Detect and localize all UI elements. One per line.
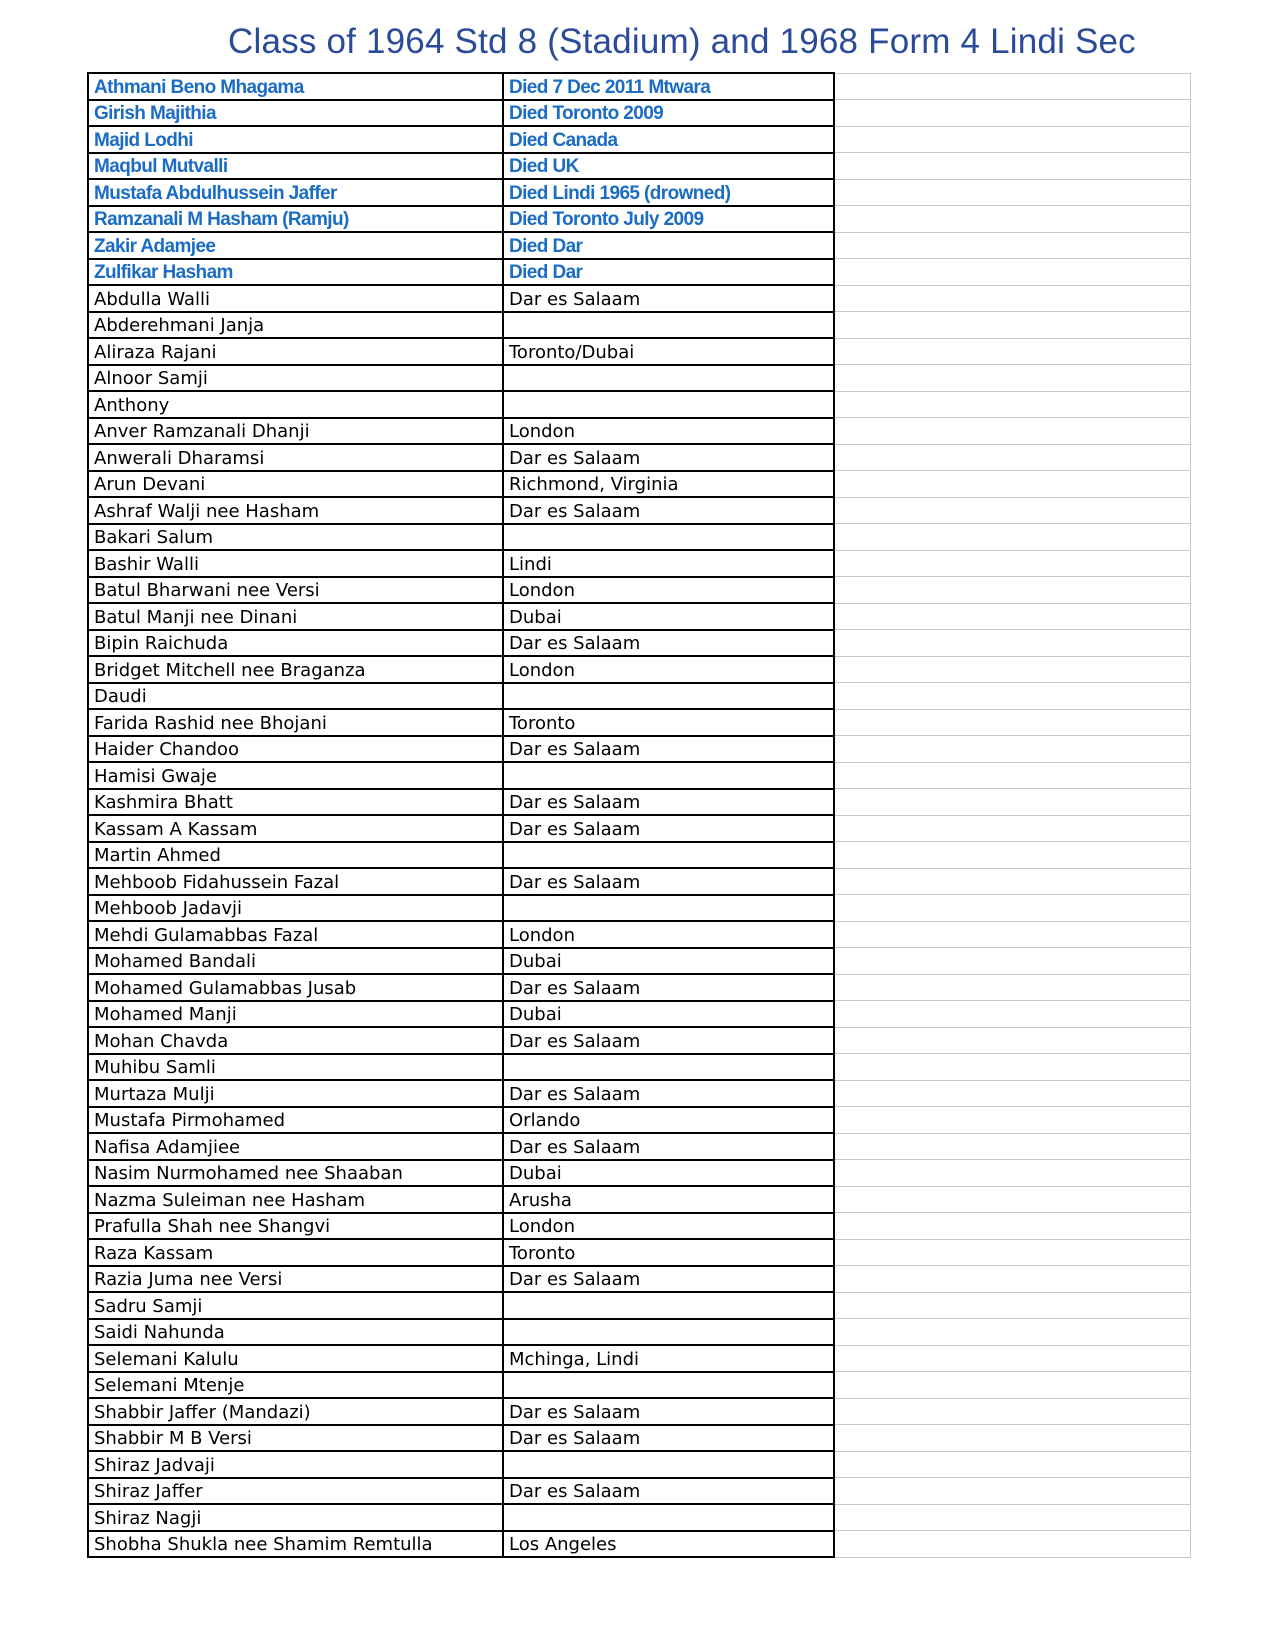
location-cell: London — [503, 921, 834, 948]
empty-cell — [834, 1186, 1191, 1213]
location-cell: Dubai — [503, 603, 834, 630]
empty-cell — [834, 630, 1191, 657]
name-cell: Abdulla Walli — [88, 285, 503, 312]
empty-cell — [834, 497, 1191, 524]
empty-cell — [834, 391, 1191, 418]
empty-cell — [834, 73, 1191, 100]
table-row — [88, 1319, 1191, 1346]
name-cell: Anver Ramzanali Dhanji — [88, 418, 503, 445]
location-cell: Died Lindi 1965 (drowned) — [503, 179, 834, 206]
empty-cell — [834, 656, 1191, 683]
table-row — [88, 1133, 1191, 1160]
empty-cell — [834, 921, 1191, 948]
table-row — [88, 338, 1191, 365]
table-row — [88, 418, 1191, 445]
name-cell: Mohan Chavda — [88, 1027, 503, 1054]
location-cell — [503, 365, 834, 392]
location-cell: Dar es Salaam — [503, 1133, 834, 1160]
name-cell: Selemani Mtenje — [88, 1372, 503, 1399]
table-row — [88, 1345, 1191, 1372]
location-cell: Died Dar — [503, 232, 834, 259]
name-cell: Martin Ahmed — [88, 842, 503, 869]
location-cell: Mchinga, Lindi — [503, 1345, 834, 1372]
location-cell: Died Dar — [503, 259, 834, 286]
table-row — [88, 683, 1191, 710]
empty-cell — [834, 683, 1191, 710]
location-cell: Dar es Salaam — [503, 1478, 834, 1505]
table-row-deceased — [88, 73, 1191, 100]
name-cell: Murtaza Mulji — [88, 1080, 503, 1107]
name-cell: Prafulla Shah nee Shangvi — [88, 1213, 503, 1240]
location-cell: Died 7 Dec 2011 Mtwara — [503, 73, 834, 100]
name-cell: Batul Manji nee Dinani — [88, 603, 503, 630]
name-cell: Mehdi Gulamabbas Fazal — [88, 921, 503, 948]
table-row — [88, 312, 1191, 339]
empty-cell — [834, 179, 1191, 206]
empty-cell — [834, 842, 1191, 869]
name-cell: Shabbir M B Versi — [88, 1425, 503, 1452]
empty-cell — [834, 1504, 1191, 1531]
name-cell: Zakir Adamjee — [88, 232, 503, 259]
empty-cell — [834, 868, 1191, 895]
location-cell — [503, 1451, 834, 1478]
location-cell: Dar es Salaam — [503, 736, 834, 763]
table-row — [88, 1425, 1191, 1452]
table-row — [88, 1107, 1191, 1134]
name-cell: Shiraz Jaffer — [88, 1478, 503, 1505]
name-cell: Bipin Raichuda — [88, 630, 503, 657]
empty-cell — [834, 1266, 1191, 1293]
table-row — [88, 603, 1191, 630]
location-cell: Dar es Salaam — [503, 789, 834, 816]
location-cell — [503, 1319, 834, 1346]
empty-cell — [834, 1027, 1191, 1054]
location-cell: London — [503, 577, 834, 604]
table-row — [88, 868, 1191, 895]
name-cell: Mohamed Manji — [88, 1001, 503, 1028]
location-cell — [503, 683, 834, 710]
empty-cell — [834, 948, 1191, 975]
table-row — [88, 1054, 1191, 1081]
name-cell: Bashir Walli — [88, 550, 503, 577]
table-row — [88, 895, 1191, 922]
name-cell: Batul Bharwani nee Versi — [88, 577, 503, 604]
name-cell: Mehboob Fidahussein Fazal — [88, 868, 503, 895]
name-cell: Sadru Samji — [88, 1292, 503, 1319]
table-row-deceased — [88, 100, 1191, 127]
name-cell: Ramzanali M Hasham (Ramju) — [88, 206, 503, 233]
table-row — [88, 630, 1191, 657]
empty-cell — [834, 126, 1191, 153]
empty-cell — [834, 1292, 1191, 1319]
empty-cell — [834, 206, 1191, 233]
name-cell: Shiraz Jadvaji — [88, 1451, 503, 1478]
name-cell: Nasim Nurmohamed nee Shaaban — [88, 1160, 503, 1187]
table-row — [88, 1451, 1191, 1478]
location-cell: Dubai — [503, 1160, 834, 1187]
name-cell: Anthony — [88, 391, 503, 418]
location-cell: Died UK — [503, 153, 834, 180]
location-cell: Died Canada — [503, 126, 834, 153]
name-cell: Shabbir Jaffer (Mandazi) — [88, 1398, 503, 1425]
empty-cell — [834, 285, 1191, 312]
location-cell: Arusha — [503, 1186, 834, 1213]
table-row-deceased — [88, 179, 1191, 206]
name-cell: Mohamed Gulamabbas Jusab — [88, 974, 503, 1001]
empty-cell — [834, 1531, 1191, 1558]
empty-cell — [834, 1001, 1191, 1028]
table-row — [88, 1372, 1191, 1399]
empty-cell — [834, 736, 1191, 763]
empty-cell — [834, 1319, 1191, 1346]
location-cell: Dar es Salaam — [503, 1080, 834, 1107]
table-row — [88, 709, 1191, 736]
name-cell: Abderehmani Janja — [88, 312, 503, 339]
table-row — [88, 789, 1191, 816]
table-row-deceased — [88, 259, 1191, 286]
empty-cell — [834, 603, 1191, 630]
name-cell: Nazma Suleiman nee Hasham — [88, 1186, 503, 1213]
name-cell: Mehboob Jadavji — [88, 895, 503, 922]
table-row — [88, 1160, 1191, 1187]
table-row — [88, 1239, 1191, 1266]
empty-cell — [834, 577, 1191, 604]
table-row — [88, 762, 1191, 789]
empty-cell — [834, 1160, 1191, 1187]
name-cell: Girish Majithia — [88, 100, 503, 127]
empty-cell — [834, 1372, 1191, 1399]
table-row-deceased — [88, 232, 1191, 259]
name-cell: Saidi Nahunda — [88, 1319, 503, 1346]
table-row — [88, 444, 1191, 471]
empty-cell — [834, 524, 1191, 551]
table-row-deceased — [88, 126, 1191, 153]
location-cell: Dar es Salaam — [503, 974, 834, 1001]
empty-cell — [834, 1107, 1191, 1134]
table-row — [88, 577, 1191, 604]
name-cell: Anwerali Dharamsi — [88, 444, 503, 471]
empty-cell — [834, 1398, 1191, 1425]
location-cell: Dar es Salaam — [503, 1027, 834, 1054]
location-cell: Dar es Salaam — [503, 285, 834, 312]
empty-cell — [834, 471, 1191, 498]
empty-cell — [834, 100, 1191, 127]
table-row — [88, 365, 1191, 392]
empty-cell — [834, 1425, 1191, 1452]
name-cell: Raza Kassam — [88, 1239, 503, 1266]
location-cell: Lindi — [503, 550, 834, 577]
empty-cell — [834, 1239, 1191, 1266]
name-cell: Mustafa Pirmohamed — [88, 1107, 503, 1134]
name-cell: Majid Lodhi — [88, 126, 503, 153]
table-row — [88, 1186, 1191, 1213]
name-cell: Mohamed Bandali — [88, 948, 503, 975]
name-cell: Alnoor Samji — [88, 365, 503, 392]
location-cell — [503, 391, 834, 418]
name-cell: Arun Devani — [88, 471, 503, 498]
name-cell: Athmani Beno Mhagama — [88, 73, 503, 100]
table-row-deceased — [88, 153, 1191, 180]
name-cell: Selemani Kalulu — [88, 1345, 503, 1372]
location-cell — [503, 312, 834, 339]
empty-cell — [834, 153, 1191, 180]
empty-cell — [834, 1451, 1191, 1478]
empty-cell — [834, 550, 1191, 577]
empty-cell — [834, 312, 1191, 339]
page-title: Class of 1964 Std 8 (Stadium) and 1968 Form 4 Lindi Sec — [228, 22, 1136, 61]
empty-cell — [834, 815, 1191, 842]
table-row — [88, 974, 1191, 1001]
location-cell: Dar es Salaam — [503, 815, 834, 842]
empty-cell — [834, 1054, 1191, 1081]
name-cell: Shiraz Nagji — [88, 1504, 503, 1531]
table-row — [88, 1504, 1191, 1531]
empty-cell — [834, 338, 1191, 365]
name-cell: Ashraf Walji nee Hasham — [88, 497, 503, 524]
location-cell: Died Toronto July 2009 — [503, 206, 834, 233]
name-cell: Hamisi Gwaje — [88, 762, 503, 789]
name-cell: Nafisa Adamjiee — [88, 1133, 503, 1160]
empty-cell — [834, 895, 1191, 922]
name-cell: Daudi — [88, 683, 503, 710]
name-cell: Muhibu Samli — [88, 1054, 503, 1081]
table-row — [88, 524, 1191, 551]
name-cell: Zulfikar Hasham — [88, 259, 503, 286]
name-cell: Razia Juma nee Versi — [88, 1266, 503, 1293]
table-row — [88, 1266, 1191, 1293]
table-row — [88, 1213, 1191, 1240]
location-cell: Richmond, Virginia — [503, 471, 834, 498]
table-row — [88, 550, 1191, 577]
empty-cell — [834, 444, 1191, 471]
table-row — [88, 497, 1191, 524]
location-cell — [503, 1504, 834, 1531]
location-cell: Toronto — [503, 709, 834, 736]
location-cell: Los Angeles — [503, 1531, 834, 1558]
empty-cell — [834, 365, 1191, 392]
empty-cell — [834, 418, 1191, 445]
empty-cell — [834, 1213, 1191, 1240]
location-cell — [503, 842, 834, 869]
empty-cell — [834, 974, 1191, 1001]
name-cell: Bridget Mitchell nee Braganza — [88, 656, 503, 683]
name-cell: Shobha Shukla nee Shamim Remtulla — [88, 1531, 503, 1558]
location-cell: Toronto — [503, 1239, 834, 1266]
table-row — [88, 815, 1191, 842]
location-cell — [503, 1372, 834, 1399]
name-cell: Mustafa Abdulhussein Jaffer — [88, 179, 503, 206]
location-cell: London — [503, 656, 834, 683]
location-cell: Dar es Salaam — [503, 1266, 834, 1293]
table-row — [88, 1001, 1191, 1028]
empty-cell — [834, 1478, 1191, 1505]
empty-cell — [834, 1133, 1191, 1160]
location-cell: Dar es Salaam — [503, 868, 834, 895]
empty-cell — [834, 789, 1191, 816]
location-cell — [503, 762, 834, 789]
table-row — [88, 921, 1191, 948]
table-row — [88, 948, 1191, 975]
empty-cell — [834, 232, 1191, 259]
empty-cell — [834, 762, 1191, 789]
table-row — [88, 1292, 1191, 1319]
table-row — [88, 1398, 1191, 1425]
name-cell: Aliraza Rajani — [88, 338, 503, 365]
location-cell: Orlando — [503, 1107, 834, 1134]
table-row — [88, 1531, 1191, 1558]
empty-cell — [834, 259, 1191, 286]
location-cell: Dar es Salaam — [503, 630, 834, 657]
table-row — [88, 1027, 1191, 1054]
table-row — [88, 471, 1191, 498]
location-cell: Dubai — [503, 1001, 834, 1028]
location-cell: Died Toronto 2009 — [503, 100, 834, 127]
location-cell: Dar es Salaam — [503, 1425, 834, 1452]
location-cell — [503, 1054, 834, 1081]
classmates-table — [87, 72, 1191, 1558]
table-row — [88, 656, 1191, 683]
location-cell: Dar es Salaam — [503, 497, 834, 524]
table-row — [88, 391, 1191, 418]
location-cell — [503, 895, 834, 922]
name-cell: Bakari Salum — [88, 524, 503, 551]
location-cell: London — [503, 418, 834, 445]
table-row — [88, 842, 1191, 869]
table-row — [88, 1080, 1191, 1107]
location-cell: Dar es Salaam — [503, 444, 834, 471]
table-row-deceased — [88, 206, 1191, 233]
empty-cell — [834, 709, 1191, 736]
name-cell: Haider Chandoo — [88, 736, 503, 763]
location-cell: Toronto/Dubai — [503, 338, 834, 365]
name-cell: Maqbul Mutvalli — [88, 153, 503, 180]
name-cell: Kassam A Kassam — [88, 815, 503, 842]
table-row — [88, 285, 1191, 312]
location-cell — [503, 524, 834, 551]
name-cell: Kashmira Bhatt — [88, 789, 503, 816]
location-cell — [503, 1292, 834, 1319]
table-row — [88, 736, 1191, 763]
location-cell: London — [503, 1213, 834, 1240]
name-cell: Farida Rashid nee Bhojani — [88, 709, 503, 736]
table-row — [88, 1478, 1191, 1505]
location-cell: Dar es Salaam — [503, 1398, 834, 1425]
location-cell: Dubai — [503, 948, 834, 975]
empty-cell — [834, 1345, 1191, 1372]
empty-cell — [834, 1080, 1191, 1107]
